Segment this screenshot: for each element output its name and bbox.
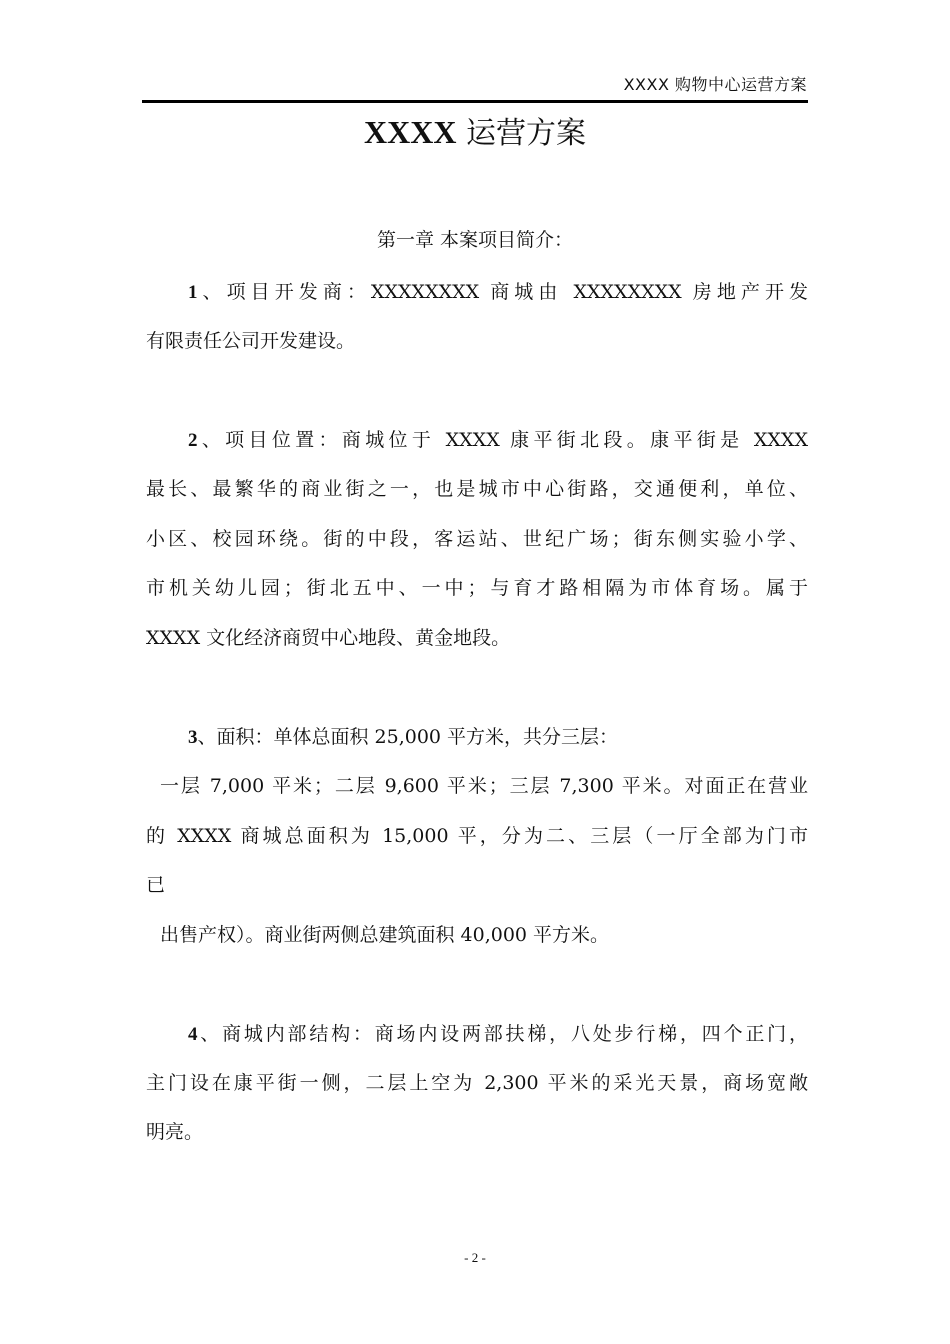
document-title <box>142 112 808 154</box>
title-cjk: 运营方案 <box>465 116 586 151</box>
section-1-line-2: 有限责任公司开发建设。 <box>146 330 356 352</box>
section-2-line-4: 市机关幼儿园；街北五中、一中；与育才路相隔为市体育场。属于 <box>146 577 808 599</box>
section-2-line-5: XXXX 文化经济商贸中心地段、黄金地段。 <box>146 627 511 649</box>
section-2-line-1: 2、项目位置：商城位于 XXXX 康平街北段。康平街是 XXXX <box>188 429 808 451</box>
header-divider <box>142 100 808 103</box>
section-3-line-5: 出售产权）。商业街两侧总建筑面积 40,000 平方米。 <box>160 924 610 946</box>
section-2-line-2: 最长、最繁华的商业街之一，也是城市中心街路，交通便利，单位、 <box>146 478 808 500</box>
section-3-line-4: 已 <box>146 874 166 896</box>
section-4-line-2: 主门设在康平街一侧，二层上空为 2,300 平米的采光天景，商场宽敞 <box>146 1072 808 1094</box>
title-latin: XXXX <box>364 114 457 150</box>
chapter-heading: 第一章 本案项目简介： <box>376 229 574 251</box>
section-number: 3 <box>188 727 198 748</box>
page-number: - 2 - <box>464 1250 486 1265</box>
section-4-line-1: 4、商城内部结构：商场内设两部扶梯，八处步行梯，四个正门， <box>188 1023 808 1045</box>
section-1-line-1: 1、项目开发商：XXXXXXXX 商城由 XXXXXXXX 房地产开发 <box>188 281 808 303</box>
section-number: 4 <box>188 1024 198 1045</box>
section-2-line-3: 小区、校园环绕。街的中段，客运站、世纪广场；街东侧实验小学、 <box>146 528 808 550</box>
section-number: 1 <box>188 282 198 303</box>
section-3-line-2: 一层 7,000 平米；二层 9,600 平米；三层 7,300 平米。对面正在营业 <box>160 775 808 797</box>
section-4-line-3: 明亮。 <box>146 1121 204 1143</box>
section-number: 2 <box>188 430 198 451</box>
section-3-line-3: 的 XXXX 商城总面积为 15,000 平，分为二、三层（一厅全部为门市 <box>146 825 808 847</box>
section-3-line-1: 3、面积：单体总面积 25,000 平方米，共分三层： <box>188 726 619 748</box>
running-header: XXXX 购物中心运营方案 <box>623 75 807 94</box>
